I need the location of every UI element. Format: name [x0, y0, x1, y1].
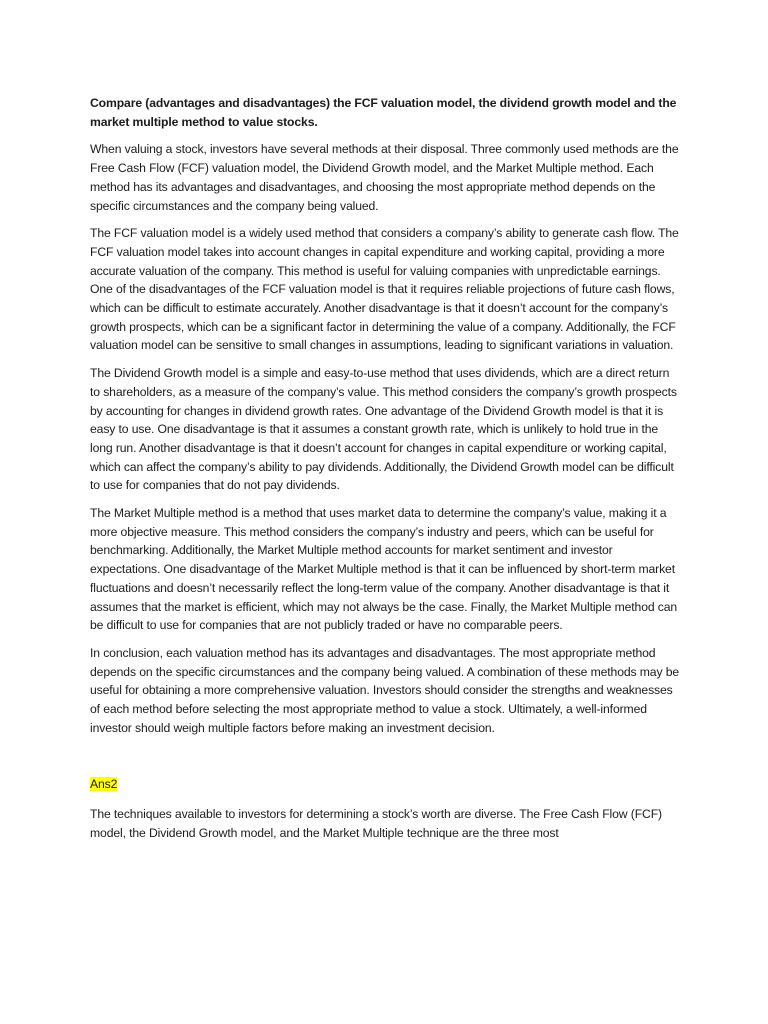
- answer-label-highlight: Ans2: [90, 776, 118, 791]
- market-multiple-paragraph: The Market Multiple method is a method that uses market data to determine the company’s value, making it a more objective measure. This method considers the company’s industry and peers, which can be useful for benchmarking. Additionally, the Market Multiple method accounts for market sentiment and investor expectations. One disadvantage of the Market Multiple method is that it can be influenced by short-term market fluctuations and doesn’t necessarily reflect the long-term value of the company. Another disadvantage is that it assumes that the market is efficient, which may not always be the case. Finally, the Market Multiple method can be difficult to use for companies that are not publicly traded or have no comparable peers.: [90, 506, 678, 633]
- fcf-paragraph: The FCF valuation model is a widely used method that considers a company’s ability to generate cash flow. The FCF valuation model takes into account changes in capital expenditure and working capital, providing a more accurate valuation of the company. This method is useful for valuing companies with unpredictable earnings. One of the disadvantages of the FCF valuation model is that it requires reliable projections of future cash flows, which can be difficult to estimate accurately. Another disadvantage is that it doesn’t account for the company’s growth prospects, which can be a significant factor in determining the value of a company. Additionally, the FCF valuation model can be sensitive to small changes in assumptions, leading to significant variations in valuation.: [90, 226, 679, 353]
- answer-label: [90, 775, 680, 794]
- answer-paragraph: The techniques available to investors for determining a stock’s worth are diverse. The Free Cash Flow (FCF) model, the Dividend Growth model, and the Market Multiple technique are the three most: [90, 807, 662, 840]
- question-title: Compare (advantages and disadvantages) the FCF valuation model, the dividend growth model and the market multiple method to value stocks.: [90, 96, 677, 129]
- document-body: [90, 94, 680, 852]
- intro-paragraph: When valuing a stock, investors have several methods at their disposal. Three commonly used methods are the Free Cash Flow (FCF) valuation model, the Dividend Growth model, and the Market Multiple method. Each method has its advantages and disadvantages, and choosing the most appropriate method depends on the specific circumstances and the company being valued.: [90, 142, 679, 213]
- conclusion-paragraph: In conclusion, each valuation method has its advantages and disadvantages. The most appropriate method depends on the specific circumstances and the company being valued. A combination of these methods may be useful for obtaining a more comprehensive valuation. Investors should consider the strengths and weaknesses of each method before selecting the most appropriate method to value a stock. Ultimately, a well-informed investor should weigh multiple factors before making an investment decision.: [90, 645, 680, 735]
- dividend-growth-paragraph: The Dividend Growth model is a simple and easy-to-use method that uses dividends, which are a direct return to shareholders, as a measure of the company’s value. This method considers the company’s growth prospects by accounting for changes in dividend growth rates. One advantage of the Dividend Growth model is that it is easy to use. One disadvantage is that it assumes a constant growth rate, which is unlikely to hold true in the long run. Another disadvantage is that it doesn’t account for changes in capital expenditure or working capital, which can affect the company’s ability to pay dividends. Additionally, the Dividend Growth model can be difficult to use for companies that do not pay dividends.: [90, 366, 677, 493]
- blank-line: [90, 747, 680, 775]
